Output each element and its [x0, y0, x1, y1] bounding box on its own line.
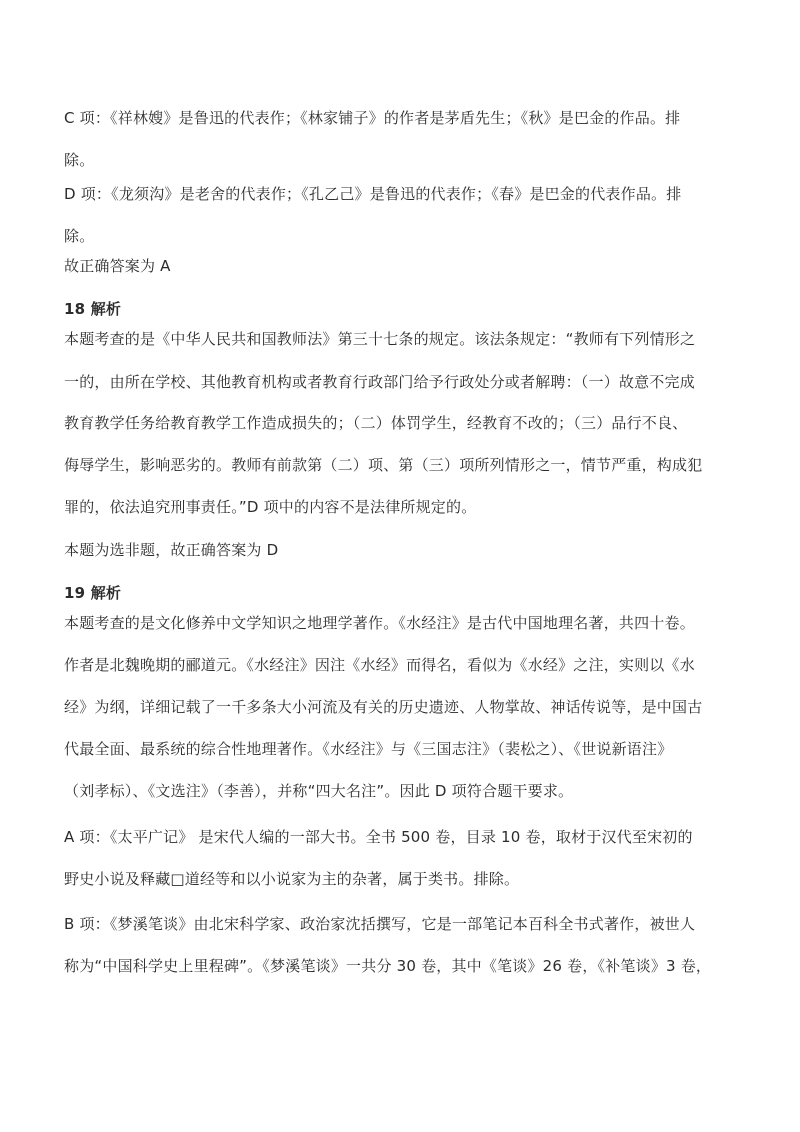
body-19-line-4: 代最全面、最系统的综合性地理著作。《水经注》与《三国志注》（裴松之）、《世说新语注》: [64, 740, 673, 758]
body-19-line-1: 本题考查的是文化修养中文学知识之地理学著作。《水经注》是古代中国地理名著，共四十卷。: [64, 614, 695, 632]
body-19-line-3: 经》为纲，详细记载了一千多条大小河流及有关的历史遗迹、人物掌故、神话传说等，是中国古: [64, 698, 703, 716]
c-item-line-2: 除。: [64, 151, 95, 169]
heading-19: 19 解析: [64, 584, 122, 602]
a-item-line-2: 野史小说及释藏□道经等和以小说家为主的杂著，属于类书。排除。: [64, 870, 520, 888]
d-item-line-2: 除。: [64, 227, 95, 245]
body-19-line-5: （刘孝标）、《文选注》（李善），并称“四大名注”。因此 D 项符合题干要求。: [64, 782, 574, 800]
body-18-line-5: 罪的，依法追究刑事责任。”D 项中的内容不是法律所规定的。: [64, 498, 477, 516]
answer-17: 故正确答案为 A: [64, 257, 171, 275]
body-18-line-1: 本题考查的是《中华人民共和国教师法》第三十七条的规定。该法条规定：“教师有下列情形之: [64, 330, 696, 348]
c-item-line-1: C 项：《祥林嫂》是鲁迅的代表作；《林家铺子》的作者是茅盾先生；《秋》是巴金的作品。排: [64, 109, 681, 127]
b-item-line-2: 称为“中国科学史上里程碑”。《梦溪笔谈》一共分 30 卷，其中《笔谈》26 卷，《补笔谈》3 卷，: [64, 957, 712, 975]
answer-18: 本题为选非题，故正确答案为 D: [64, 541, 279, 559]
d-item-line-1: D 项：《龙须沟》是老舍的代表作；《孔乙己》是鲁迅的代表作；《春》是巴金的代表作品。排: [64, 185, 682, 203]
heading-18: 18 解析: [64, 300, 122, 318]
a-item-line-1: A 项：《太平广记》 是宋代人编的一部大书。全书 500 卷，目录 10 卷，取材于汉代至宋初的: [64, 828, 693, 846]
body-18-line-4: 侮辱学生，影响恶劣的。教师有前款第（二）项、第（三）项所列情形之一，情节严重，构成犯: [64, 456, 703, 474]
body-18-line-2: 一的，由所在学校、其他教育机构或者教育行政部门给予行政处分或者解聘：（一）故意不完成: [64, 373, 695, 391]
body-18-line-3: 教育教学任务给教育教学工作造成损失的；（二）体罚学生，经教育不改的；（三）品行不良、: [64, 414, 688, 432]
b-item-line-1: B 项：《梦溪笔谈》由北宋科学家、政治家沈括撰写，它是一部笔记本百科全书式著作，被世人: [64, 915, 696, 933]
body-19-line-2: 作者是北魏晚期的郦道元。《水经注》因注《水经》而得名，看似为《水经》之注，实则以《水: [64, 656, 695, 674]
